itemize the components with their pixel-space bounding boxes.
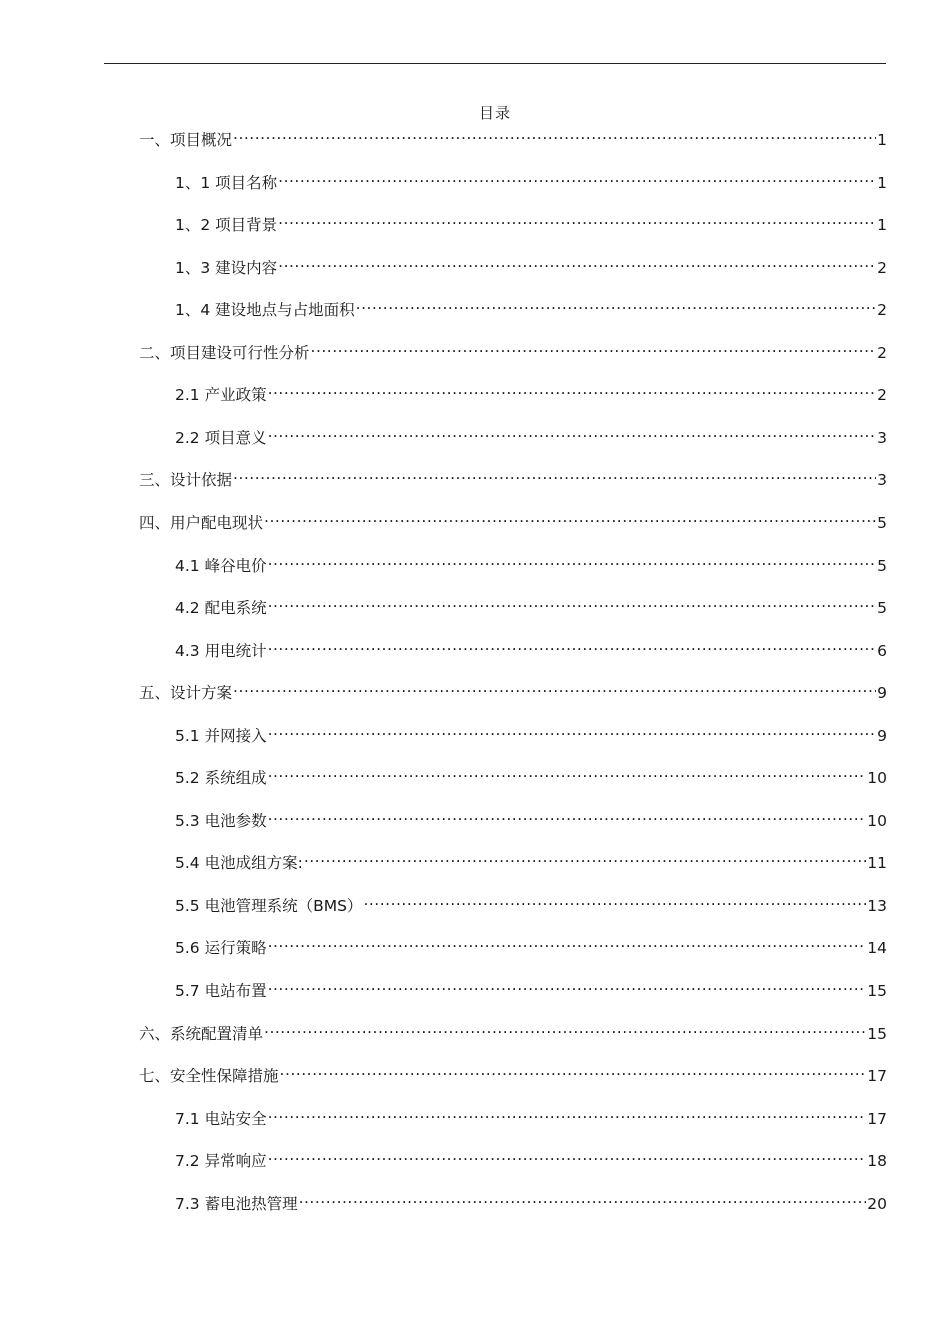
toc-entry-label: 1、1 项目名称 xyxy=(175,173,278,192)
toc-entry[interactable] xyxy=(175,804,887,830)
toc-entry[interactable] xyxy=(139,506,887,532)
toc-entry[interactable] xyxy=(175,549,887,575)
toc-entry-label: 2.1 产业政策 xyxy=(175,386,267,405)
toc-entry[interactable] xyxy=(175,251,887,277)
toc-entry[interactable] xyxy=(175,1187,887,1213)
toc-dot-leader xyxy=(268,974,867,996)
toc-dot-leader xyxy=(299,1187,867,1209)
toc-page-number: 18 xyxy=(867,1152,887,1171)
toc-entry-label: 5.2 系统组成 xyxy=(175,769,267,788)
toc-entry[interactable] xyxy=(175,634,887,660)
toc-entry[interactable] xyxy=(139,336,887,362)
toc-page-number: 15 xyxy=(867,1024,887,1043)
toc-entry[interactable] xyxy=(139,676,887,703)
toc-title: 目录 xyxy=(478,104,511,122)
toc-page-number: 11 xyxy=(867,854,887,873)
toc-entry-label: 4.2 配电系统 xyxy=(175,599,267,617)
toc-dot-leader xyxy=(268,761,867,783)
toc-dot-leader xyxy=(268,378,877,400)
toc-dot-leader xyxy=(268,634,877,656)
toc-entry-label: 7.1 电站安全 xyxy=(175,1109,267,1128)
toc-dot-leader xyxy=(311,336,877,358)
toc-entry[interactable] xyxy=(139,123,887,149)
toc-entry[interactable] xyxy=(175,889,887,915)
toc-entry-label: 4.1 峰谷电价 xyxy=(175,556,267,575)
toc-dot-leader xyxy=(268,1144,867,1166)
toc-entry-label: 三、设计依据 xyxy=(139,471,233,490)
toc-entry[interactable] xyxy=(175,931,887,958)
toc-page-number: 1 xyxy=(877,173,887,192)
toc-entry-label: 4.3 用电统计 xyxy=(175,641,267,660)
toc-dot-leader xyxy=(268,804,867,826)
toc-page-number: 14 xyxy=(867,939,887,958)
toc-page-number: 2 xyxy=(877,343,887,362)
toc-page-number: 3 xyxy=(877,471,887,490)
toc-entry[interactable] xyxy=(175,719,887,745)
toc-page-number: 3 xyxy=(877,428,887,447)
toc-page-number: 1 xyxy=(877,131,887,149)
toc-entry-label: 5.4 电池成组方案: xyxy=(175,854,303,873)
toc-entry[interactable] xyxy=(139,463,887,490)
toc-page-number: 5 xyxy=(877,556,887,575)
toc-entry[interactable] xyxy=(175,1144,887,1171)
toc-page-number: 17 xyxy=(867,1109,887,1128)
toc-page-number: 9 xyxy=(877,684,887,703)
toc-entry[interactable] xyxy=(175,293,887,320)
toc-entry[interactable] xyxy=(175,208,887,235)
toc-entry[interactable] xyxy=(175,421,887,447)
toc-dot-leader xyxy=(278,208,876,230)
toc-page-number: 13 xyxy=(867,896,887,915)
toc-dot-leader xyxy=(268,421,877,443)
toc-dot-leader xyxy=(268,591,877,613)
toc-page-number: 20 xyxy=(867,1194,887,1213)
toc-page-number: 5 xyxy=(877,599,887,617)
toc-entry-label: 二、项目建设可行性分析 xyxy=(139,343,310,362)
toc-entry[interactable] xyxy=(139,1017,887,1043)
toc-dot-leader xyxy=(278,251,876,273)
toc-page-number: 9 xyxy=(877,726,887,745)
toc-page-number: 10 xyxy=(867,769,887,788)
toc-entry-label: 一、项目概况 xyxy=(139,131,233,149)
toc-entry[interactable] xyxy=(175,378,887,405)
toc-entry-label: 1、3 建设内容 xyxy=(175,258,278,277)
toc-dot-leader xyxy=(278,166,876,188)
toc-page-number: 1 xyxy=(877,216,887,235)
toc-entry-label: 七、安全性保障措施 xyxy=(139,1067,279,1086)
toc-entry[interactable] xyxy=(175,761,887,788)
toc-entry-label: 四、用户配电现状 xyxy=(139,513,264,532)
toc-entry-label: 7.3 蓄电池热管理 xyxy=(175,1194,298,1213)
toc-entry-label: 1、2 项目背景 xyxy=(175,216,278,235)
toc-dot-leader xyxy=(233,463,876,485)
toc-dot-leader xyxy=(280,1059,867,1081)
toc-entry[interactable] xyxy=(175,166,887,192)
toc-dot-leader xyxy=(363,889,866,911)
toc-dot-leader xyxy=(356,293,876,315)
toc-page-number: 10 xyxy=(867,811,887,830)
toc-entry-label: 5.3 电池参数 xyxy=(175,811,267,830)
toc-entry-label: 5.1 并网接入 xyxy=(175,726,267,745)
toc-entry-label: 5.5 电池管理系统（BMS） xyxy=(175,896,363,915)
toc-entry-label: 7.2 异常响应 xyxy=(175,1152,267,1171)
toc-entry[interactable] xyxy=(175,846,887,873)
toc-dot-leader xyxy=(268,719,877,741)
toc-entry-label: 2.2 项目意义 xyxy=(175,428,267,447)
toc-page-number: 5 xyxy=(877,513,887,532)
toc-dot-leader xyxy=(268,549,877,571)
toc-dot-leader xyxy=(268,931,867,953)
toc-dot-leader xyxy=(304,846,866,868)
toc-page-number: 2 xyxy=(877,258,887,277)
toc-entry[interactable] xyxy=(175,974,887,1000)
toc-page-number: 2 xyxy=(877,301,887,320)
toc-page-number: 17 xyxy=(867,1067,887,1086)
toc-entry[interactable] xyxy=(175,591,887,617)
toc-entry-label: 六、系统配置清单 xyxy=(139,1024,264,1043)
toc-dot-leader xyxy=(264,1017,866,1039)
toc-entry-label: 5.6 运行策略 xyxy=(175,939,267,958)
toc-page-number: 2 xyxy=(877,386,887,405)
toc-entry[interactable] xyxy=(175,1102,887,1128)
toc-page-number: 15 xyxy=(867,982,887,1000)
toc-dot-leader xyxy=(233,676,876,698)
toc-entry[interactable] xyxy=(139,1059,887,1086)
toc-entry-label: 5.7 电站布置 xyxy=(175,982,267,1000)
toc-page-number: 6 xyxy=(877,641,887,660)
toc-dot-leader xyxy=(264,506,876,528)
toc-entry-label: 五、设计方案 xyxy=(139,684,233,703)
toc-entry-label: 1、4 建设地点与占地面积 xyxy=(175,301,355,320)
header-rule xyxy=(104,63,886,64)
toc-dot-leader xyxy=(233,123,876,145)
toc-dot-leader xyxy=(268,1102,867,1124)
